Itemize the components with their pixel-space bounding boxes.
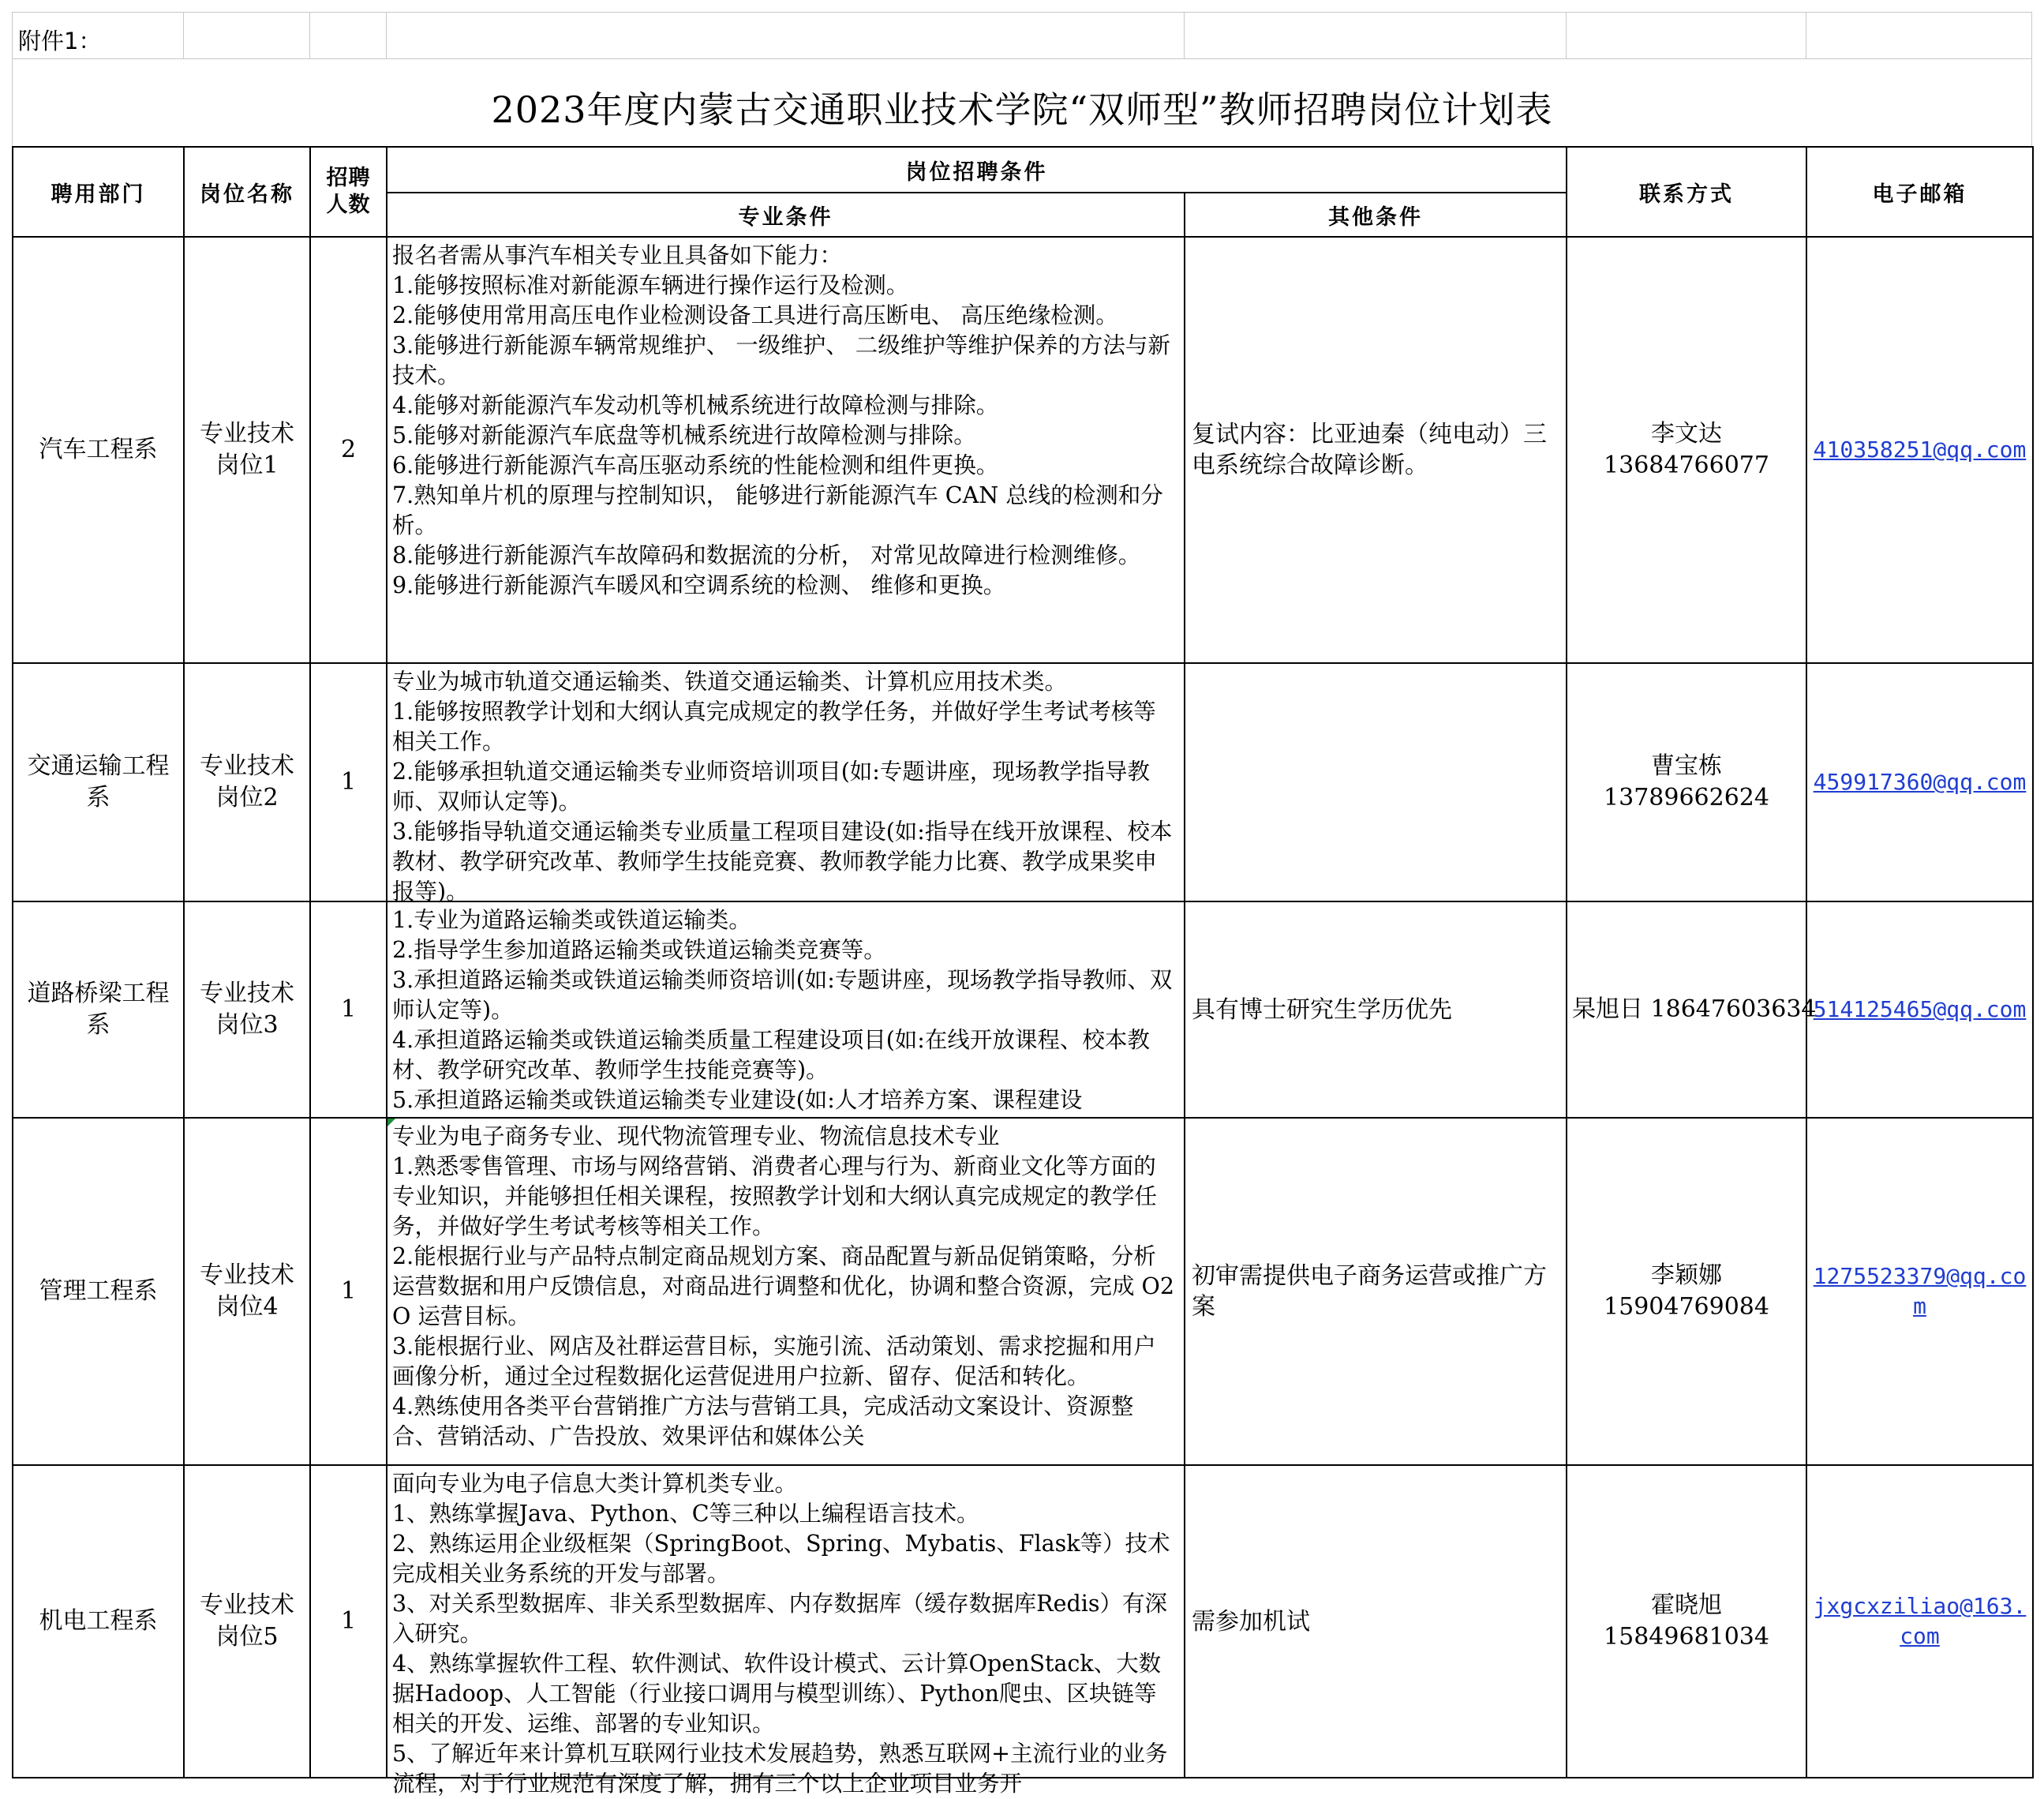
header-contact: 联系方式 — [1567, 147, 1806, 237]
comment-marker — [387, 1119, 395, 1126]
email-link[interactable]: 1275523379@qq.com — [1806, 1118, 2033, 1465]
post-cell — [184, 1465, 310, 1778]
dept-cell: 机电工程系 — [13, 1465, 184, 1778]
attachment-row — [12, 12, 2032, 59]
header-count-text: 招聘人数 — [326, 166, 371, 217]
email-link[interactable]: 514125465@qq.com — [1806, 901, 2033, 1118]
dept-cell: 汽车工程系 — [13, 237, 184, 663]
dept-text: 道路桥梁工程系 — [27, 980, 170, 1039]
major-text: 专业为电子商务专业、现代物流管理专业、物流信息技术专业 1.熟悉零售管理、市场与网络营销、消费者心理与行为、新商业文化等方面的专业知识，并能够担任相关课程，按照教学计划和大纲认真完成规定的教学任务，并做好学生考试考核等相关工作。 2.能根据行业与产品特点制定商品规划方案、商品配置与新品促销策略，分析运营数据和用户反馈信息，对商品进行调整和优化，协调和整合资源，完成 O2O 运营目标。 3.能根据行业、网店及社群运营目标，实施引流、活动策划、需求挖掘和用户画像分析，通过全过程数据化运营促进用户拉新、留存、促活和转化。 4.熟练使用各类平台营销推广方法与营销工具，完成活动文案设计、资源整合、营销活动、广告投放、效果评估和媒体公关 — [392, 1123, 1175, 1449]
email-link[interactable]: 410358251@qq.com — [1806, 237, 2033, 663]
contact-phone: 18647603634 — [1650, 995, 1817, 1023]
table-row — [13, 1118, 2033, 1465]
count-cell: 1 — [310, 1465, 387, 1778]
post-cell — [184, 237, 310, 663]
contact-name: 霍晓旭 — [1651, 1591, 1722, 1619]
other-cell: 具有博士研究生学历优先 — [1185, 901, 1567, 1118]
post-cell — [184, 901, 310, 1118]
dept-cell — [13, 663, 184, 901]
count-cell: 1 — [310, 901, 387, 1118]
header-row — [13, 147, 2033, 193]
header-email: 电子邮箱 — [1806, 147, 2033, 237]
contact-cell — [1567, 237, 1806, 663]
table-row — [13, 237, 2033, 663]
other-cell: 需参加机试 — [1185, 1465, 1567, 1778]
dept-cell: 管理工程系 — [13, 1118, 184, 1465]
contact-phone: 15904769084 — [1604, 1293, 1769, 1321]
contact-cell — [1567, 901, 1817, 1118]
contact-phone: 15849681034 — [1604, 1623, 1769, 1651]
email-link[interactable]: jxgcxziliao@163.com — [1806, 1465, 2033, 1778]
major-cell — [387, 1118, 1185, 1465]
contact-phone: 13789662624 — [1604, 784, 1769, 811]
major-text: 1.专业为道路运输类或铁道运输类。 2.指导学生参加道路运输类或铁道运输类竞赛等。 3.承担道路运输类或铁道运输类师资培训(如:专题讲座，现场教学指导教师、双师认定等)。 4.承担道路运输类或铁道运输类质量工程建设项目(如:在线开放课程、校本教材、教学研究改革、教师学生技能竞赛等)。 5.承担道路运输类或铁道运输类专业建设(如:人才培养方案、课程建设 — [392, 907, 1173, 1113]
post-text: 专业技术岗位3 — [200, 980, 294, 1039]
header-conditions: 岗位招聘条件 — [387, 147, 1567, 193]
post-text: 专业技术岗位2 — [200, 752, 294, 811]
grid-line — [2031, 13, 2032, 58]
grid-line — [183, 13, 184, 58]
header-count — [310, 147, 387, 237]
page-title: 2023年度内蒙古交通职业技术学院“双师型”教师招聘岗位计划表 — [491, 88, 1553, 131]
contact-cell — [1567, 1465, 1806, 1778]
table-row — [13, 901, 2033, 1118]
count-cell: 1 — [310, 663, 387, 901]
other-cell — [1185, 663, 1567, 901]
header-dept: 聘用部门 — [13, 147, 184, 237]
contact-name: 杲旭日 — [1572, 995, 1643, 1023]
grid-line — [1184, 13, 1185, 58]
contact-cell — [1567, 1118, 1806, 1465]
grid-line — [386, 13, 387, 58]
recruitment-table — [12, 146, 2034, 1797]
dept-text: 交通运输工程系 — [27, 752, 170, 811]
email-link[interactable]: 459917360@qq.com — [1806, 663, 2033, 901]
contact-name: 李文达 — [1651, 420, 1722, 448]
grid-line — [1566, 13, 1567, 58]
post-text: 专业技术岗位5 — [200, 1591, 294, 1651]
contact-cell — [1567, 663, 1806, 901]
post-text: 专业技术岗位4 — [200, 1261, 294, 1321]
major-text: 专业为城市轨道交通运输类、铁道交通运输类、计算机应用技术类。 1.能够按照教学计划和大纲认真完成规定的教学任务，并做好学生考试考核等相关工作。 2.能够承担轨道交通运输类专业师资培训项目(如:专题讲座，现场教学指导教师、双师认定等)。 3.能够指导轨道交通运输类专业质量工程项目建设(如:指导在线开放课程、校本教材、教学研究改革、教师学生技能竞赛、教师教学能力比赛、教学成果奖申报等)。 — [392, 669, 1173, 905]
post-text: 专业技术岗位1 — [200, 420, 294, 479]
header-other: 其他条件 — [1185, 193, 1567, 237]
post-cell — [184, 663, 310, 901]
header-post: 岗位名称 — [184, 147, 310, 237]
other-cell: 初审需提供电子商务运营或推广方案 — [1185, 1118, 1567, 1465]
table-row — [13, 1465, 2033, 1778]
major-cell — [387, 1465, 1185, 1797]
grid-line — [309, 13, 310, 58]
major-text: 面向专业为电子信息大类计算机类专业。 1、熟练掌握Java、Python、C等三种以上编程语言技术。 2、熟练运用企业级框架（SpringBoot、Spring、Mybatis、Flask等）技术完成相关业务系统的开发与部署。 3、对关系型数据库、非关系型数据库、内存数据库（缓存数据库Redis）有深入研究。 4、熟练掌握软件工程、软件测试、软件设计模式、云计算OpenStack、大数据Hadoop、人工智能（行业接口调用与模型训练）、Python爬虫、区块链等相关的开发、运维、部署的专业知识。 5、了解近年来计算机互联网行业技术发展趋势，熟悉互联网+主流行业的业务流程，对于行业规范有深度了解，拥有三个以上企业项目业务开 — [392, 1471, 1170, 1797]
major-cell: 报名者需从事汽车相关专业且具备如下能力： 1.能够按照标准对新能源车辆进行操作运行及检测。 2.能够使用常用高压电作业检测设备工具进行高压断电、 高压绝缘检测。 3.能够进行新能源车辆常规维护、 一级维护、 二级维护等维护保养的方法与新技术。 4.能够对新能源汽车发动机等机械系统进行故障检测与排除。 5.能够对新能源汽车底盘等机械系统进行故障检测与排除。 6.能够进行新能源汽车高压驱动系统的性能检测和组件更换。 7.熟知单片机的原理与控制知识， 能够进行新能源汽车 CAN 总线的检测和分析。 8.能够进行新能源汽车故障码和数据流的分析， 对常见故障进行检测维修。 9.能够进行新能源汽车暖风和空调系统的检测、 维修和更换。 — [387, 237, 1185, 663]
dept-cell — [13, 901, 184, 1118]
header-major: 专业条件 — [387, 193, 1185, 237]
title-row — [12, 58, 2032, 146]
post-cell — [184, 1118, 310, 1465]
count-cell: 1 — [310, 1118, 387, 1465]
grid-line — [12, 13, 13, 58]
contact-phone: 13684766077 — [1604, 452, 1769, 479]
other-cell: 复试内容：比亚迪秦（纯电动）三电系统综合故障诊断。 — [1185, 237, 1567, 663]
count-cell: 2 — [310, 237, 387, 663]
table-row — [13, 663, 2033, 901]
contact-name: 李颖娜 — [1651, 1261, 1722, 1289]
attachment-label: 附件1： — [18, 28, 102, 54]
major-cell — [387, 663, 1185, 905]
contact-name: 曹宝栋 — [1651, 752, 1722, 780]
major-cell — [387, 901, 1185, 1118]
